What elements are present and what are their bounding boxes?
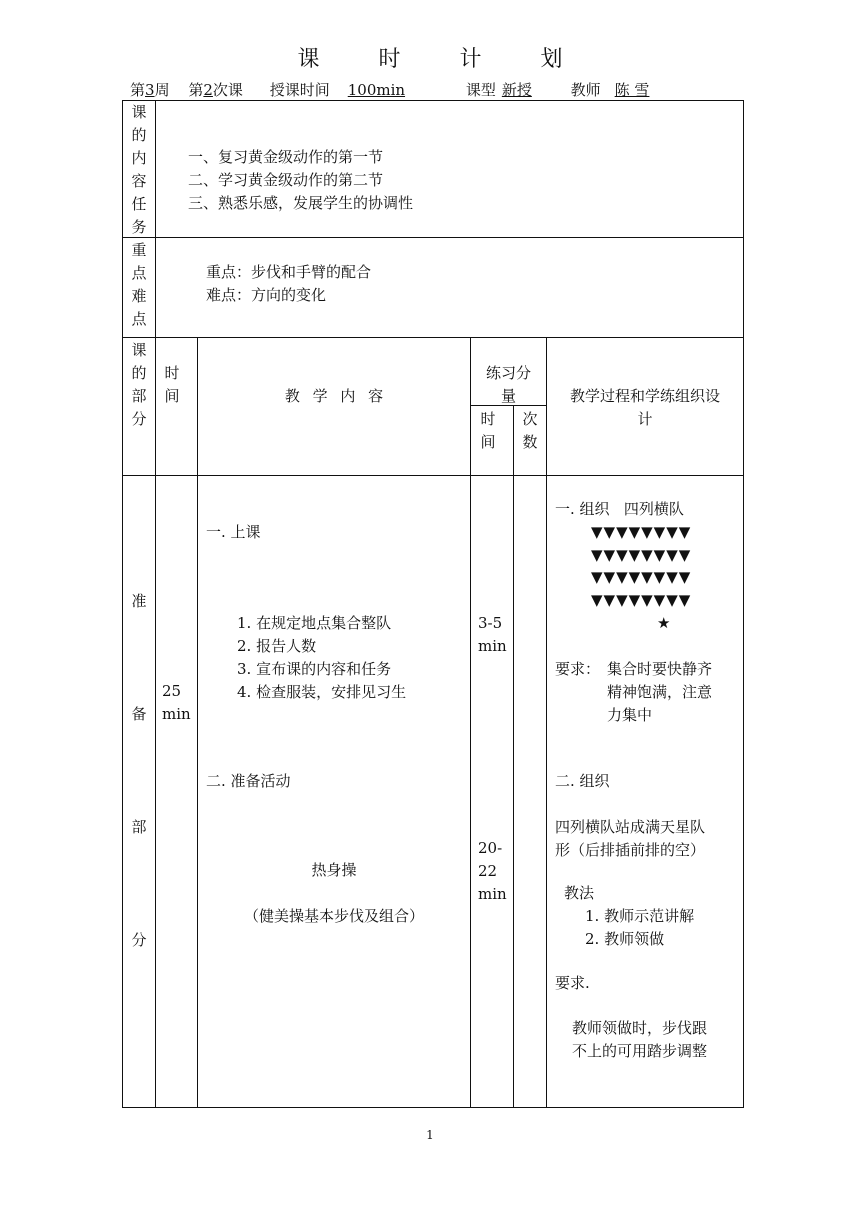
- req1-label: 要求：: [555, 660, 601, 678]
- col-header-char: 次: [522, 410, 538, 428]
- teacher-value: 陈 雪: [614, 81, 650, 99]
- col-header-char: 时: [164, 364, 180, 382]
- col-line: [513, 405, 514, 1108]
- org-2-line: 形（后排插前排的空）: [555, 841, 706, 859]
- col-header-line: 练习分: [485, 364, 531, 382]
- page-number: 1: [426, 1128, 434, 1142]
- col-line: [743, 100, 744, 1108]
- req2-line: 教师领做时，步伐跟: [572, 1019, 708, 1037]
- col-header-char: 分: [131, 410, 147, 428]
- step-item: 4. 检查服装，安排见习生: [237, 683, 407, 701]
- col-line: [155, 100, 156, 1108]
- req1-text: [607, 658, 712, 727]
- col-header-char: 部: [131, 387, 147, 405]
- key-point: 重点：步伐和手臂的配合: [206, 263, 372, 281]
- formation-row: ▼▼▼▼▼▼▼▼: [591, 523, 692, 541]
- week-value: 3: [145, 81, 155, 99]
- col-line: [122, 100, 123, 1108]
- key-label-char: 重: [131, 241, 147, 259]
- col-line: [546, 337, 547, 1108]
- formation-row: ▼▼▼▼▼▼▼▼: [591, 591, 692, 609]
- col-line: [197, 337, 198, 1108]
- col-header-char: 数: [522, 433, 538, 451]
- practice-time-line: min: [478, 885, 507, 903]
- req2-label: 要求.: [555, 974, 590, 992]
- row-line: [122, 1107, 744, 1108]
- task-item: 三、熟悉乐感，发展学生的协调性: [188, 194, 414, 212]
- req1-line: 力集中: [607, 706, 653, 724]
- step-item: 2. 报告人数: [237, 637, 317, 655]
- warmup-title: 热身操: [311, 861, 357, 879]
- tasks-label-char: 的: [131, 126, 147, 144]
- week-suffix: 周: [154, 81, 170, 99]
- task-item: 二、学习黄金级动作的第二节: [188, 171, 384, 189]
- practice-time-2: [478, 837, 507, 906]
- col-header-char: 间: [164, 387, 180, 405]
- part-char: 部: [131, 818, 147, 836]
- total-time-line: 25: [162, 682, 182, 700]
- lesson-header: [130, 79, 649, 100]
- col-header-char: 间: [480, 433, 496, 451]
- row-line: [122, 475, 744, 476]
- method-label: 教法: [564, 884, 595, 902]
- total-time: [162, 680, 191, 726]
- tasks-label-char: 务: [131, 218, 147, 236]
- method-item: 1. 教师示范讲解: [585, 907, 695, 925]
- part-char: 分: [131, 931, 147, 949]
- method-item: 2. 教师领做: [585, 930, 665, 948]
- col-header-time: [162, 362, 182, 408]
- tasks-list: [188, 146, 413, 215]
- difficulty-point: 难点：方向的变化: [206, 286, 327, 304]
- type-label: 课型: [465, 81, 496, 99]
- total-time-line: min: [162, 705, 191, 723]
- col-header-subtime: [478, 408, 498, 454]
- req1-line: 精神饱满，注意: [607, 683, 713, 701]
- tasks-label-char: 内: [131, 149, 147, 167]
- org-2-desc: [555, 816, 705, 862]
- row-line: [122, 337, 744, 338]
- col-header-practice: [471, 362, 546, 408]
- key-list: [206, 261, 371, 307]
- step-item: 3. 宣布课的内容和任务: [237, 660, 392, 678]
- practice-time-line: 20-: [478, 839, 503, 857]
- col-header-line: 计: [637, 410, 653, 428]
- page-title: 课 时 计 划: [297, 47, 589, 72]
- row-line: [122, 237, 744, 238]
- week-prefix: 第: [130, 81, 146, 99]
- tasks-label: [129, 101, 149, 239]
- req2-text: [572, 1017, 707, 1063]
- class-steps: [237, 612, 406, 704]
- req1-line: 集合时要快静齐: [607, 660, 713, 678]
- col-line: [470, 337, 471, 1108]
- tasks-label-char: 任: [131, 195, 147, 213]
- practice-time-line: min: [478, 637, 507, 655]
- col-header-char: 的: [131, 364, 147, 382]
- row-line: [122, 100, 744, 101]
- lesson-prefix: 第: [188, 81, 204, 99]
- key-label: [129, 239, 149, 331]
- warmup-note: （健美操基本步伐及组合）: [243, 907, 424, 925]
- req2-line: 不上的可用踏步调整: [572, 1042, 708, 1060]
- tasks-label-char: 容: [131, 172, 147, 190]
- lesson-value: 2: [203, 81, 213, 99]
- practice-time-line: 22: [478, 862, 498, 880]
- org-2-line: 四列横队站成满天星队: [555, 818, 706, 836]
- practice-time-line: 3-5: [478, 614, 503, 632]
- col-header-line: 教学过程和学练组织设: [569, 387, 720, 405]
- key-label-char: 点: [131, 310, 147, 328]
- col-header-line: 量: [500, 387, 516, 405]
- section-class-start: 一. 上课: [206, 523, 261, 541]
- part-char: 备: [131, 705, 147, 723]
- practice-time-1: [478, 612, 507, 658]
- org-2: 二. 组织: [555, 772, 610, 790]
- key-label-char: 点: [131, 264, 147, 282]
- time-value: 100min: [347, 81, 406, 99]
- teacher-label: 教师: [570, 81, 601, 99]
- col-header-char: 课: [131, 341, 147, 359]
- lesson-suffix: 次课: [212, 81, 243, 99]
- col-header-content: 教 学 内 容: [284, 387, 384, 405]
- col-header-part: [129, 339, 149, 431]
- part-char: 准: [131, 592, 147, 610]
- key-label-char: 难: [131, 287, 147, 305]
- task-item: 一、复习黄金级动作的第一节: [188, 148, 384, 166]
- step-item: 1. 在规定地点集合整队: [237, 614, 392, 632]
- org-1: 一. 组织 四列横队: [555, 500, 684, 518]
- method-list: [585, 905, 694, 951]
- col-header-count: [520, 408, 540, 454]
- col-header-process: [547, 385, 743, 431]
- type-value: 新授: [501, 81, 532, 99]
- formation-row: ▼▼▼▼▼▼▼▼: [591, 546, 692, 564]
- tasks-label-char: 课: [131, 103, 147, 121]
- col-header-char: 时: [480, 410, 496, 428]
- formation-row: ▼▼▼▼▼▼▼▼: [591, 568, 692, 586]
- teacher-star-icon: ★: [657, 614, 671, 632]
- time-label: 授课时间: [269, 81, 330, 99]
- section-warmup: 二. 准备活动: [206, 772, 291, 790]
